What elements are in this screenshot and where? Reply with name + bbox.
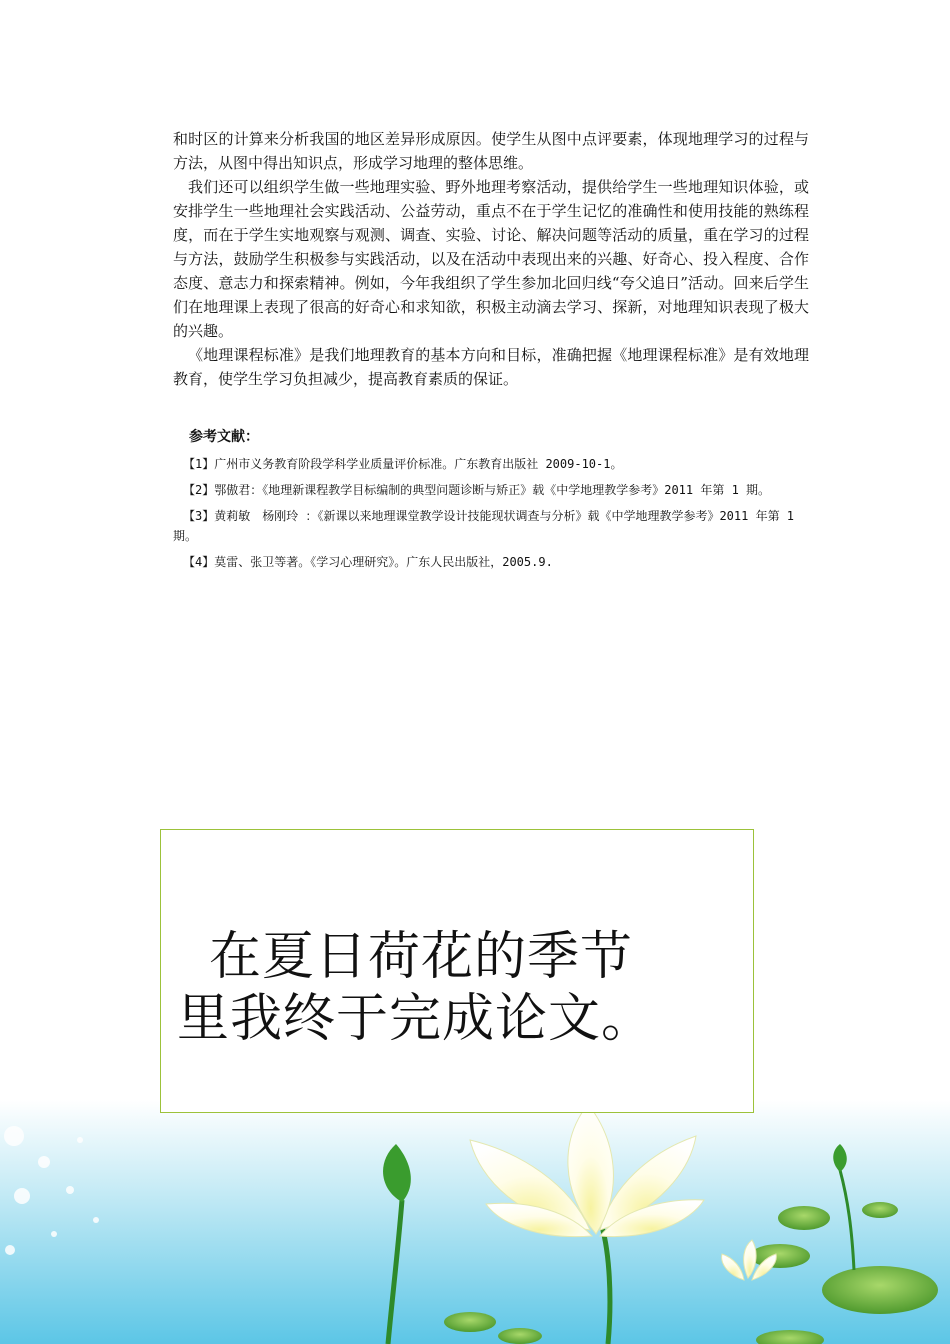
paragraph-3: 《地理课程标准》是我们地理教育的基本方向和目标，准确把握《地理课程标准》是有效地理教育，使学生学习负担减少，提高教育素质的保证。 xyxy=(173,346,809,388)
reference-item: 【2】鄂傲君：《地理新课程教学目标编制的典型问题诊断与矫正》载《中学地理教学参考》2011 年第 1 期。 xyxy=(183,483,771,497)
callout-line-1: 在夏日荷花的季节 xyxy=(209,927,634,987)
paragraph-2: 我们还可以组织学生做一些地理实验、野外地理考察活动，提供给学生一些地理知识体验，或安排学生一些地理社会实践活动、公益劳动，重点不在于学生记忆的准确性和使用技能的熟练程度，而在于学生实地观察与观测、调查、实验、讨论、解决问题等活动的质量，重在学习的过程与方法，鼓励学生积极参与实践活动，以及在活动中表现出来的兴趣、好奇心、投入程度、合作态度、意志力和探索精神。例如，今年我组织了学生参加北回归线“夸父追日”活动。回来后学生们在地理课上表现了很高的好奇心和求知欲，积极主动滴去学习、探新，对地理知识表现了极大的兴趣。 xyxy=(173,178,809,340)
lotus-pond-illustration xyxy=(0,1100,950,1344)
reference-item: 【4】莫雷、张卫等著。《学习心理研究》。广东人民出版社，2005.9. xyxy=(183,555,553,569)
callout-text xyxy=(177,926,737,1050)
references xyxy=(173,426,809,578)
reference-item: 【3】黄莉敏 杨刚玲 ：《新课以来地理课堂教学设计技能现状调查与分析》载《中学地理教学参考》2011 年第 1 期。 xyxy=(173,509,795,543)
reference-item: 【1】广州市义务教育阶段学科学业质量评价标准。广东教育出版社 2009-10-1。 xyxy=(183,457,623,471)
references-title: 参考文献： xyxy=(189,429,259,445)
paragraph-1: 和时区的计算来分析我国的地区差异形成原因。使学生从图中点评要素，体现地理学习的过程与方法，从图中得出知识点，形成学习地理的整体思维。 xyxy=(173,130,809,172)
body-text xyxy=(173,127,809,391)
lotus-callout-box xyxy=(160,829,754,1113)
callout-line-2: 里我终于完成论文。 xyxy=(177,989,655,1049)
